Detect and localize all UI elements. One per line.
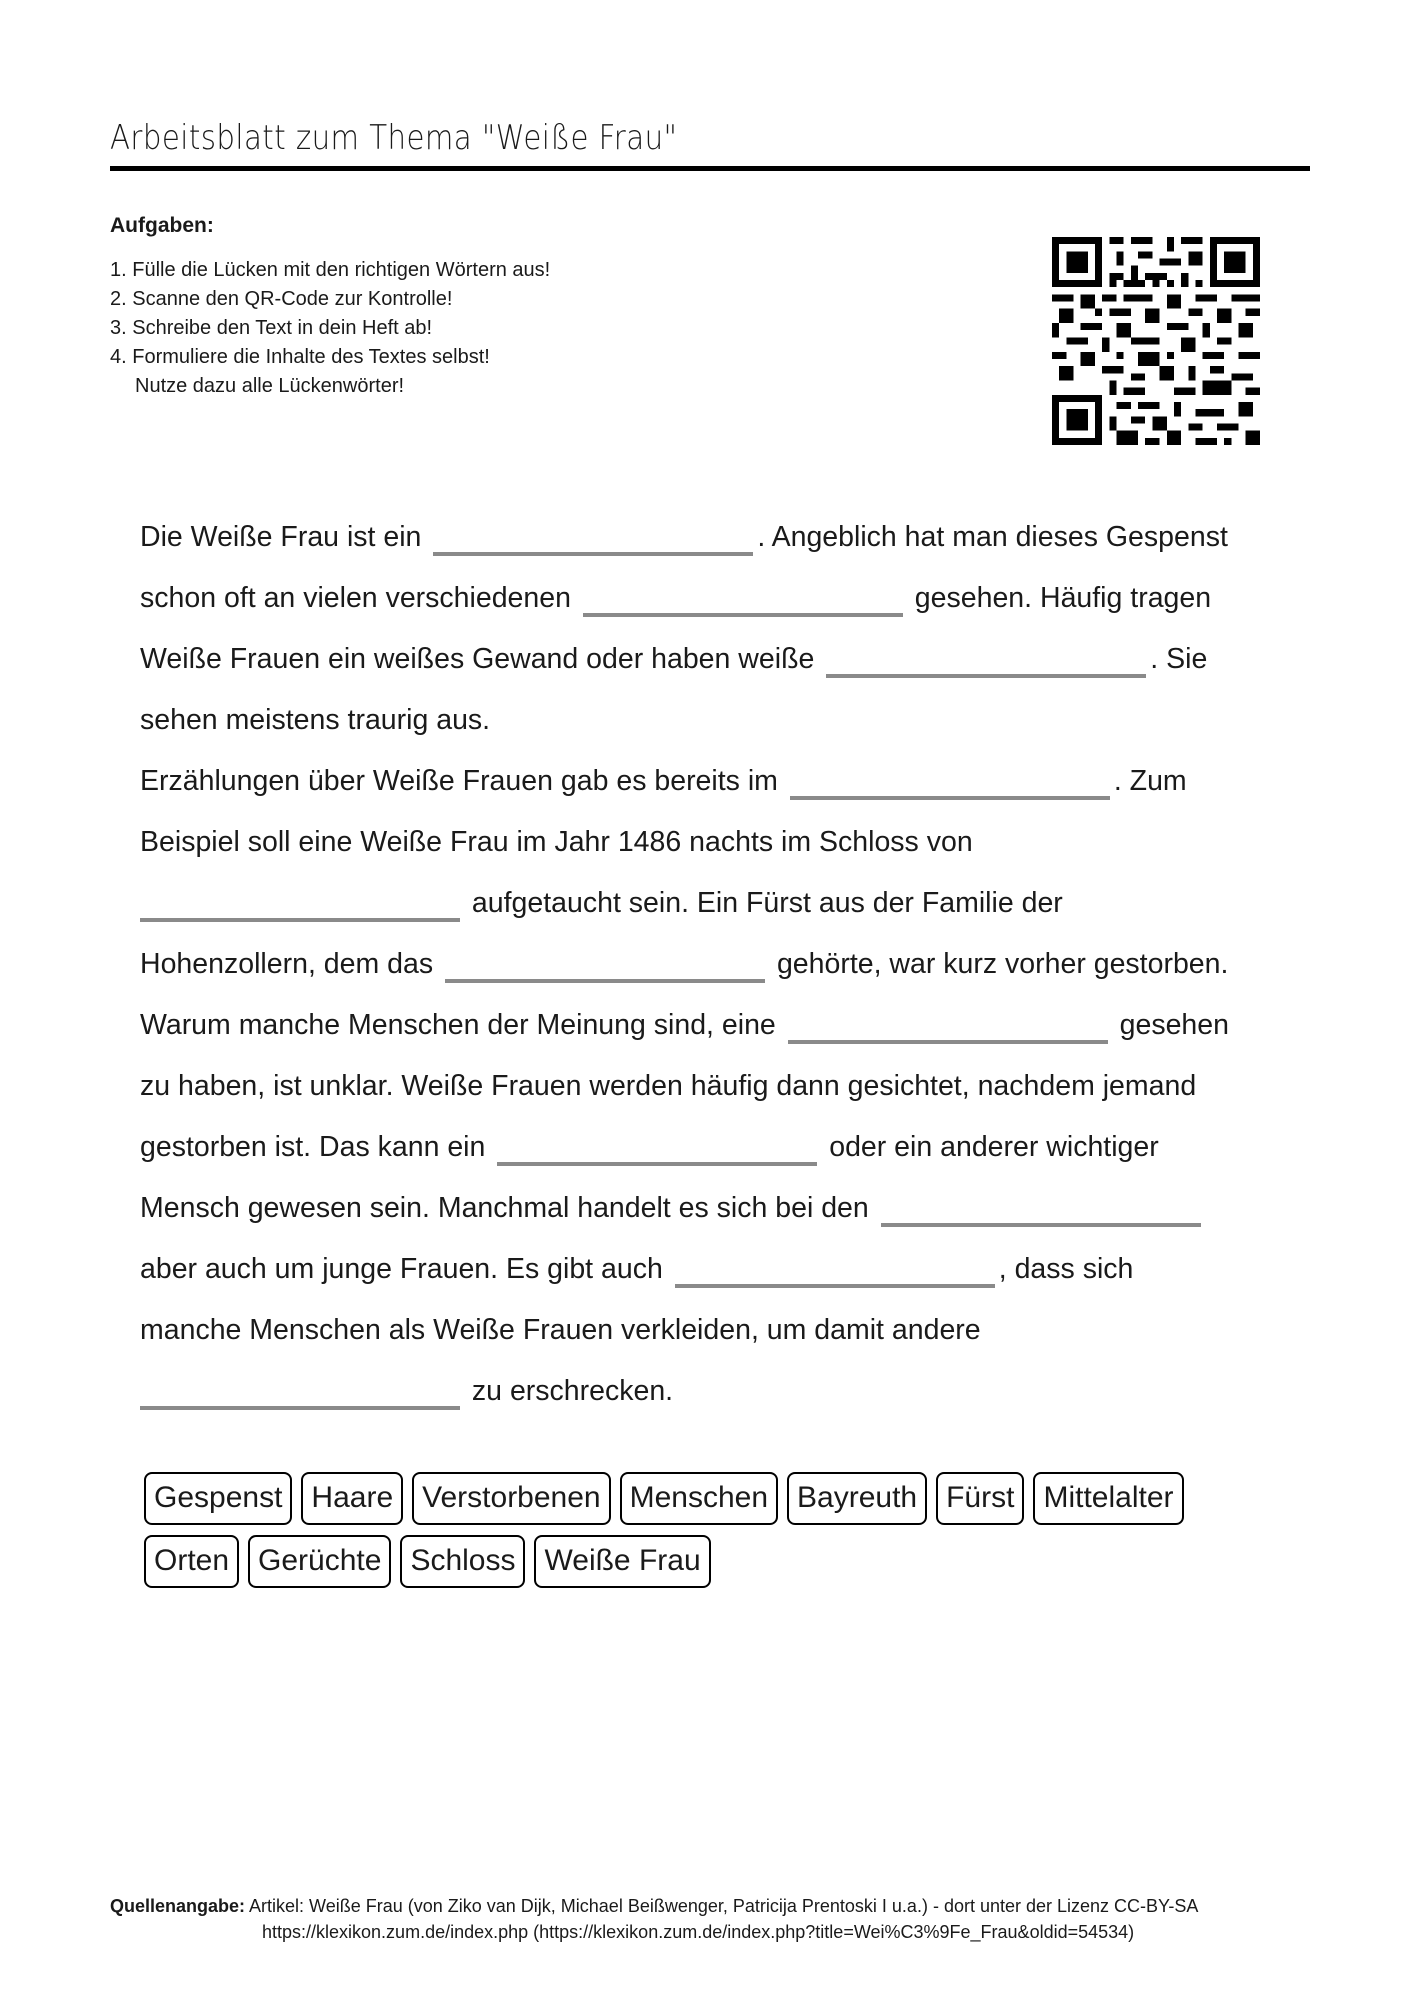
cloze-text xyxy=(140,511,1300,1426)
text-line: sehen meistens traurig aus. xyxy=(140,704,491,736)
task-item: 2. Scanne den QR-Code zur Kontrolle! xyxy=(110,288,453,310)
blank-field[interactable] xyxy=(140,918,460,922)
source-url[interactable]: https://klexikon.zum.de/index.php (https://klexikon.zum.de/index.php?title=Wei%C3%9Fe_Frau&oldid=54534) xyxy=(262,1922,1135,1942)
blank-field[interactable] xyxy=(675,1284,995,1288)
text-line: Erzählungen über Weiße Frauen gab es bereits im . Zum xyxy=(140,755,1300,816)
task-item: 1. Fülle die Lücken mit den richtigen Wörtern aus! xyxy=(110,259,551,281)
text-line: gestorben ist. Das kann ein oder ein anderer wichtiger xyxy=(140,1121,1300,1182)
word-chip[interactable]: Bayreuth xyxy=(787,1472,927,1525)
task-item: 3. Schreibe den Text in dein Heft ab! xyxy=(110,317,433,339)
word-chip[interactable]: Orten xyxy=(144,1535,239,1588)
blank-field[interactable] xyxy=(788,1040,1108,1044)
text-line: Beispiel soll eine Weiße Frau im Jahr 1486 nachts im Schloss von xyxy=(140,826,973,858)
word-chip[interactable]: Schloss xyxy=(400,1535,525,1588)
blank-field[interactable] xyxy=(433,552,753,556)
text-line: manche Menschen als Weiße Frauen verkleiden, um damit andere xyxy=(140,1314,981,1346)
source-citation xyxy=(110,1893,1310,1945)
text-line: zu erschrecken. xyxy=(140,1365,1300,1426)
word-chip[interactable]: Gespenst xyxy=(144,1472,292,1525)
word-chip[interactable]: Menschen xyxy=(620,1472,778,1525)
task-list xyxy=(110,256,550,401)
text-line: Hohenzollern, dem das gehörte, war kurz vorher gestorben. xyxy=(140,938,1300,999)
blank-field[interactable] xyxy=(140,1406,460,1410)
source-text: Artikel: Weiße Frau (von Ziko van Dijk, Michael Beißwenger, Patricija Prentoski I u.a.) - dort unter der Lizenz CC-BY-SA xyxy=(245,1896,1199,1916)
text-line: zu haben, ist unklar. Weiße Frauen werden häufig dann gesichtet, nachdem jemand xyxy=(140,1070,1197,1102)
blank-field[interactable] xyxy=(881,1223,1201,1227)
word-chip[interactable]: Haare xyxy=(301,1472,403,1525)
word-chip[interactable]: Weiße Frau xyxy=(534,1535,710,1588)
blank-field[interactable] xyxy=(497,1162,817,1166)
text-line: Die Weiße Frau ist ein . Angeblich hat man dieses Gespenst xyxy=(140,511,1300,572)
word-bank xyxy=(144,1472,1294,1598)
word-bank-row xyxy=(144,1472,1294,1525)
word-chip[interactable]: Fürst xyxy=(936,1472,1024,1525)
blank-field[interactable] xyxy=(790,796,1110,800)
text-line: schon oft an vielen verschiedenen gesehen. Häufig tragen xyxy=(140,572,1300,633)
word-chip[interactable]: Mittelalter xyxy=(1033,1472,1183,1525)
task-item: 4. Formuliere die Inhalte des Textes selbst! xyxy=(110,346,490,368)
source-line xyxy=(110,1893,1310,1919)
blank-field[interactable] xyxy=(583,613,903,617)
blank-field[interactable] xyxy=(826,674,1146,678)
text-line: aber auch um junge Frauen. Es gibt auch , dass sich xyxy=(140,1243,1300,1304)
source-label: Quellenangabe: xyxy=(110,1896,246,1916)
text-line: aufgetaucht sein. Ein Fürst aus der Familie der xyxy=(140,877,1300,938)
word-chip[interactable]: Gerüchte xyxy=(248,1535,391,1588)
tasks-heading: Aufgaben: xyxy=(110,214,214,237)
text-line: Mensch gewesen sein. Manchmal handelt es sich bei den xyxy=(140,1182,1300,1243)
blank-field[interactable] xyxy=(445,979,765,983)
word-chip[interactable]: Verstorbenen xyxy=(412,1472,610,1525)
word-bank-row xyxy=(144,1535,1294,1588)
text-line: Warum manche Menschen der Meinung sind, eine gesehen xyxy=(140,999,1300,1060)
text-line: Weiße Frauen ein weißes Gewand oder haben weiße . Sie xyxy=(140,633,1300,694)
page-title: Arbeitsblatt zum Thema "Weiße Frau" xyxy=(110,118,678,158)
title-rule xyxy=(110,166,1310,171)
qr-code-icon xyxy=(1052,237,1260,445)
task-item: Nutze dazu alle Lückenwörter! xyxy=(135,375,405,397)
